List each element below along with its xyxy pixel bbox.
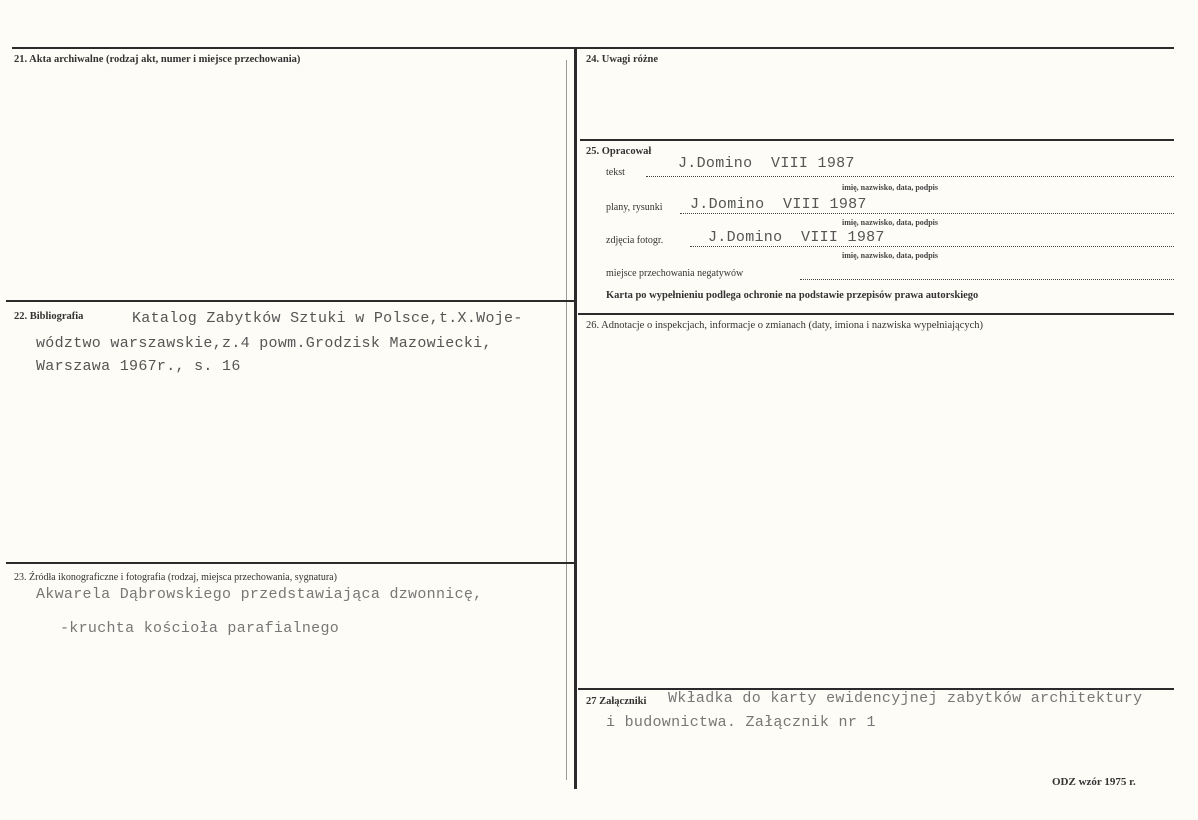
field-negatywy-label: miejsce przechowania negatywów: [606, 268, 744, 279]
attachment-line-1: Wkładka do karty ewidencyjnej zabytków architektury: [668, 690, 1143, 707]
form-footer: ODZ wzór 1975 r.: [1052, 776, 1136, 788]
field-plany-line: [680, 213, 1174, 214]
field-tekst-value: J.Domino VIII 1987: [678, 155, 855, 172]
field-zdjecia-caption: imię, nazwisko, data, podpis: [842, 251, 939, 260]
copyright-note: Karta po wypełnieniu podlega ochronie na podstawie przepisów prawa autorskiego: [606, 290, 979, 301]
section-27-label: 27 Załączniki: [586, 696, 647, 707]
field-zdjecia-label: zdjęcia fotogr.: [606, 235, 664, 246]
field-tekst-line: [646, 176, 1174, 177]
iconography-line-1: Akwarela Dąbrowskiego przedstawiająca dzwonnicę,: [36, 586, 483, 603]
bibliography-line-3: Warszawa 1967r., s. 16: [36, 358, 241, 375]
section-24-label: 24. Uwagi różne: [586, 54, 659, 65]
top-border: [12, 47, 1174, 49]
center-divider: [574, 47, 577, 789]
field-zdjecia-value: J.Domino VIII 1987: [708, 229, 885, 246]
iconography-line-2: -kruchta kościoła parafialnego: [60, 620, 340, 637]
section-21-label: 21. Akta archiwalne (rodzaj akt, numer i miejsce przechowania): [14, 54, 301, 65]
field-tekst-label: tekst: [606, 167, 625, 178]
bibliography-line-1: Katalog Zabytków Sztuki w Polsce,t.X.Woje-: [132, 310, 523, 327]
field-negatywy-line: [800, 279, 1174, 280]
divider-24-25: [580, 139, 1174, 141]
left-edge-faint: [566, 60, 567, 780]
field-zdjecia-line: [690, 246, 1174, 247]
field-plany-value: J.Domino VIII 1987: [690, 196, 867, 213]
field-plany-label: plany, rysunki: [606, 202, 663, 213]
divider-22-23: [6, 562, 574, 564]
divider-21-22: [6, 300, 574, 302]
divider-25-26: [578, 313, 1174, 315]
field-tekst-caption: imię, nazwisko, data, podpis: [842, 183, 939, 192]
section-22-label: 22. Bibliografia: [14, 311, 84, 322]
field-plany-caption: imię, nazwisko, data, podpis: [842, 218, 939, 227]
bibliography-line-2: wództwo warszawskie,z.4 powm.Grodzisk Mazowiecki,: [36, 335, 492, 352]
section-26-label: 26. Adnotacje o inspekcjach, informacje o zmianach (daty, imiona i nazwiska wypełniających): [586, 320, 984, 331]
attachment-line-2: i budownictwa. Załącznik nr 1: [606, 714, 876, 731]
section-23-label: 23. Źródła ikonograficzne i fotografia (rodzaj, miejsca przechowania, sygnatura): [14, 572, 337, 583]
section-25-label: 25. Opracował: [586, 146, 652, 157]
